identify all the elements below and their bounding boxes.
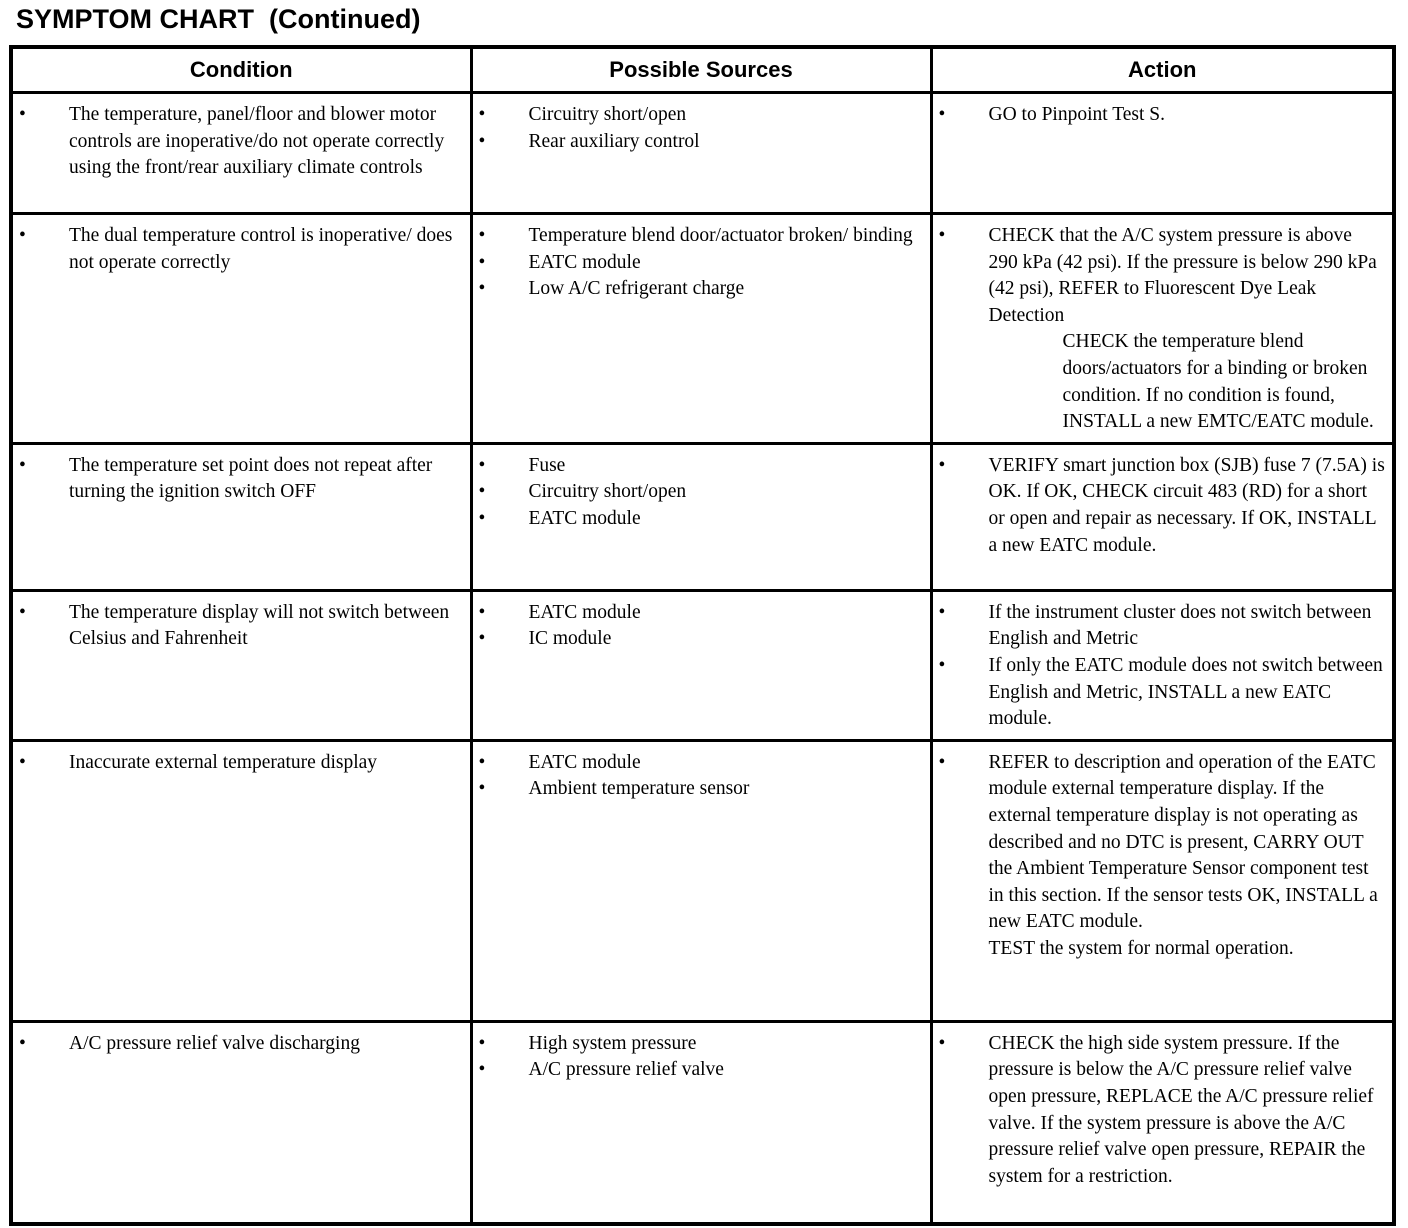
bullet-icon: •: [938, 225, 946, 246]
action-text: If only the EATC module does not switch between English and Metric, INSTALL a new EATC module.: [988, 654, 1383, 730]
bullet-icon: •: [478, 481, 486, 503]
sources-cell: [471, 214, 931, 444]
bullet-icon: •: [938, 654, 946, 676]
list-item: [933, 653, 1387, 733]
table-row: [11, 590, 1394, 740]
bullet-icon: •: [19, 751, 26, 773]
table-row: [11, 214, 1394, 444]
action-cell: [931, 443, 1394, 590]
sources-text: EATC module: [528, 251, 641, 273]
sources-cell: [471, 93, 931, 214]
header-condition: Condition: [11, 47, 471, 93]
sources-cell-list: [473, 445, 930, 539]
list-item: [473, 776, 924, 803]
list-item: [473, 626, 924, 653]
sources-text: A/C pressure relief valve: [528, 1059, 724, 1081]
condition-cell-list: [13, 445, 470, 512]
list-item: [473, 276, 924, 303]
list-item: [473, 250, 924, 277]
action-text: CHECK that the A/C system pressure is above 290 kPa (42 psi). If the pressure is below 290 kPa (42 psi), REFER to Fluorescent Dye Leak Detection: [988, 225, 1377, 326]
action-cell: [931, 590, 1394, 740]
sources-text: Low A/C refrigerant charge: [528, 278, 745, 300]
condition-cell-list: [13, 1023, 470, 1064]
action-text: If the instrument cluster does not switch between English and Metric: [988, 601, 1372, 650]
action-cell-list: [933, 215, 1393, 442]
sources-text: High system pressure: [528, 1032, 697, 1054]
list-item: [473, 506, 924, 533]
sources-text: Fuse: [528, 454, 566, 476]
list-item: [13, 453, 464, 506]
bullet-icon: •: [478, 601, 486, 623]
list-item: [473, 1057, 924, 1084]
sources-cell-list: [473, 742, 930, 809]
action-cell-list: [933, 592, 1393, 739]
action-text: REFER to description and operation of the EATC module external temperature display. If the external temperature display is not operating as described and no DTC is present, CARRY OUT the Ambient Temperature Sensor component test in this section. If the sensor tests OK, INSTALL a new EATC module.: [988, 751, 1378, 933]
sources-cell-list: [473, 215, 930, 309]
action-text: TEST the system for normal operation.: [988, 937, 1294, 959]
list-item: [933, 223, 1387, 436]
sources-cell: [471, 740, 931, 1021]
action-cell-list: [933, 1023, 1393, 1197]
sources-cell-list: [473, 592, 930, 659]
list-item: [473, 479, 924, 506]
bullet-icon: •: [478, 454, 486, 476]
bullet-icon: •: [19, 225, 26, 246]
page-title: SYMPTOM CHART (Continued): [16, 4, 421, 34]
sources-cell: [471, 590, 931, 740]
condition-cell: [11, 93, 471, 214]
condition-cell: [11, 443, 471, 590]
list-item: [473, 1031, 924, 1058]
condition-text: The temperature set point does not repeat after turning the ignition switch OFF: [69, 454, 433, 503]
condition-cell-list: [13, 94, 470, 188]
sources-cell-list: [473, 94, 930, 161]
bullet-icon: •: [478, 251, 486, 273]
sources-text: EATC module: [528, 507, 641, 529]
bullet-icon: •: [938, 1032, 946, 1054]
bullet-icon: •: [478, 628, 486, 650]
table-row: [11, 740, 1394, 1021]
bullet-icon: •: [478, 1032, 486, 1054]
list-item: [13, 600, 464, 653]
bullet-icon: •: [478, 507, 486, 529]
list-item: [933, 102, 1387, 129]
sources-cell: [471, 443, 931, 590]
condition-cell: [11, 1021, 471, 1224]
header-action: Action: [931, 47, 1394, 93]
condition-cell-list: [13, 215, 470, 282]
action-cell-list: [933, 445, 1393, 565]
symptom-chart-table: [9, 45, 1396, 1226]
sources-text: Rear auxiliary control: [528, 130, 700, 152]
condition-text: The temperature display will not switch between Celsius and Fahrenheit: [69, 601, 450, 650]
bullet-icon: •: [19, 1032, 26, 1054]
condition-cell: [11, 214, 471, 444]
condition-cell-list: [13, 592, 470, 659]
list-item: [13, 1031, 464, 1058]
list-item: [473, 223, 924, 250]
action-cell: [931, 740, 1394, 1021]
condition-cell: [11, 740, 471, 1021]
list-item: [933, 750, 1387, 963]
table-body: [11, 93, 1394, 1225]
bullet-icon: •: [19, 601, 26, 623]
bullet-icon: •: [938, 751, 946, 773]
list-item: [933, 600, 1387, 653]
list-item: [13, 223, 464, 276]
sources-text: Circuitry short/open: [528, 481, 687, 503]
condition-cell: [11, 590, 471, 740]
bullet-icon: •: [938, 601, 946, 623]
bullet-icon: •: [478, 1059, 486, 1081]
bullet-icon: •: [478, 130, 486, 152]
list-item: [473, 600, 924, 627]
bullet-icon: •: [938, 454, 946, 476]
sources-text: Circuitry short/open: [528, 104, 687, 125]
sources-cell-list: [473, 1023, 930, 1090]
bullet-icon: •: [938, 104, 946, 125]
list-item: [933, 453, 1387, 559]
action-text: GO to Pinpoint Test S.: [988, 104, 1166, 125]
sources-text: Ambient temperature sensor: [528, 778, 750, 800]
list-item: [13, 102, 464, 182]
list-item: [13, 750, 464, 777]
condition-text: The temperature, panel/floor and blower motor controls are inoperative/do not operate correctly using the front/rear auxiliary climate controls: [69, 104, 445, 179]
action-cell-list: [933, 94, 1393, 135]
sources-text: IC module: [528, 628, 612, 650]
list-item: [473, 750, 924, 777]
sources-text: EATC module: [528, 601, 641, 623]
bullet-icon: •: [478, 104, 486, 125]
table-row: [11, 443, 1394, 590]
table-row: [11, 1021, 1394, 1224]
action-cell-list: [933, 742, 1393, 969]
table-header-row: [11, 47, 1394, 93]
sources-cell: [471, 1021, 931, 1224]
condition-cell-list: [13, 742, 470, 783]
list-item: [473, 129, 924, 156]
bullet-icon: •: [478, 225, 486, 246]
action-text: CHECK the high side system pressure. If the pressure is below the A/C pressure relief valve open pressure, REPLACE the A/C pressure relief valve. If the system pressure is above the A/C pressure relief valve open pressure, REPAIR the system for a restriction.: [988, 1032, 1374, 1187]
bullet-icon: •: [19, 104, 26, 125]
condition-text: Inaccurate external temperature display: [69, 751, 378, 773]
header-possible-sources: Possible Sources: [471, 47, 931, 93]
list-item: [933, 1031, 1387, 1191]
condition-text: A/C pressure relief valve discharging: [69, 1032, 360, 1054]
action-text: CHECK the temperature blend doors/actuators for a binding or broken condition. If no condition is found, INSTALL a new EMTC/EATC module.: [1062, 331, 1374, 433]
bullet-icon: •: [478, 751, 486, 773]
condition-text: The dual temperature control is inoperative/ does not operate correctly: [69, 225, 453, 273]
bullet-icon: •: [478, 778, 486, 800]
bullet-icon: •: [19, 454, 26, 476]
list-item: [473, 102, 924, 129]
action-text: VERIFY smart junction box (SJB) fuse 7 (7.5A) is OK. If OK, CHECK circuit 483 (RD) for a short or open and repair as necessary. If OK, INSTALL a new EATC module.: [988, 454, 1385, 556]
action-cell: [931, 1021, 1394, 1224]
bullet-icon: •: [478, 278, 486, 300]
sources-text: Temperature blend door/actuator broken/ binding: [528, 225, 913, 246]
list-item: [473, 453, 924, 480]
sources-text: EATC module: [528, 751, 641, 773]
action-cell: [931, 214, 1394, 444]
action-cell: [931, 93, 1394, 214]
table-row: [11, 93, 1394, 214]
